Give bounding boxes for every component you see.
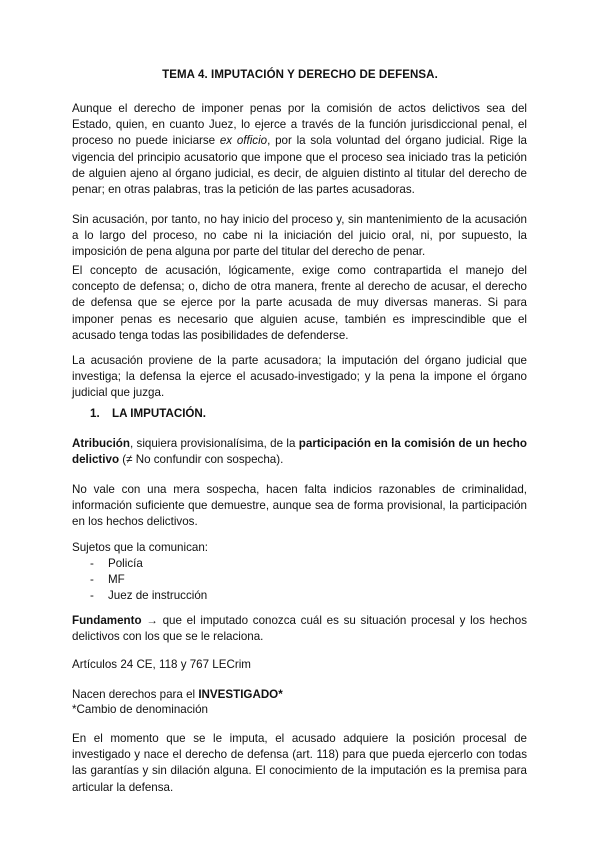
paragraph-intro-2: Sin acusación, por tanto, no hay inicio del proceso y, sin mantenimiento de la acusación a lo largo del proceso, no cabe ni la iniciación del juicio oral, ni, por supuesto, la imposición de pena alguna por parte del titular del derecho de penar. (72, 213, 527, 259)
atribucion-text-1: , siquiera provisionalísima, de la (129, 437, 299, 450)
fundamento-term: Fundamento (72, 614, 142, 627)
section-title: LA IMPUTACIÓN. (112, 407, 207, 420)
sujetos-label: Sujetos que la comunican: (72, 541, 208, 554)
intro-text-1a: Aunque el derecho de imponer penas por la comisión de actos delictivos sea del Estado, quien, en cuanto Juez, lo ejerce a través de la función jurisdiccional penal, el proceso no puede iniciarse (72, 102, 527, 148)
document-title: TEMA 4. IMPUTACIÓN Y DERECHO DE DEFENSA. (162, 69, 438, 81)
paragraph-atribucion (72, 436, 527, 468)
paragraph-nacen-derechos (72, 687, 527, 703)
articulos-reference: Artículos 24 CE, 118 y 767 LECrim (72, 658, 251, 671)
paragraph-fundamento (72, 613, 527, 645)
atribucion-text-2: (≠ No confundir con sospecha). (119, 453, 284, 467)
section-number: 1. (90, 407, 100, 420)
section-heading (90, 407, 206, 420)
cambio-note: *Cambio de denominación (72, 703, 208, 716)
paragraph-intro-3: El concepto de acusación, lógicamente, exige como contrapartida el manejo del concepto de defensa; o, dicho de otra manera, frente al derecho de acusar, el derecho de defensa que se ejerce por la parte acusada de muy diversas maneras. Si para imponer penas es necesario que alguien acuse, también es imprescindible que el acusado tenga todas las posibilidades de defenderse. (72, 264, 527, 342)
sujetos-list (90, 556, 207, 604)
paragraph-intro-4: La acusación proviene de la parte acusadora; la imputación del órgano judicial que investiga; la defensa la ejerce el acusado-investigado; y la pena la impone el órgano judicial que juzga. (72, 354, 527, 400)
paragraph-final: En el momento que se le imputa, el acusado adquiere la posición procesal de investigado y nace el derecho de defensa (art. 118) para que pueda ejercerlo con todas las garantías y sin dilación alguna. El conocimiento de la imputación es la premisa para articular la defensa. (72, 732, 527, 794)
paragraph-intro-1 (72, 101, 527, 198)
investigado-term: INVESTIGADO* (198, 688, 283, 701)
fundamento-text: → que el imputado conozca cuál es su situación procesal y los hechos delictivos con los que se le relaciona. (72, 614, 527, 644)
intro-text-1b: , por la sola voluntad del órgano judicial. Rige la vigencia del principio acusatorio que impone que el proceso sea iniciado tras la petición de alguien ajeno al órgano judicial, es decir, de alguien distinto al titular del derecho de penar; en otras palabras, tras la petición de las partes acusadoras. (72, 134, 527, 197)
atribucion-key-phrase: participación en la comisión de un hecho delictivo (72, 437, 527, 467)
paragraph-sospecha: No vale con una mera sospecha, hacen falta indicios razonables de criminalidad, información suficiente que demuestre, aunque sea de forma provisional, la participación en los hechos delictivos. (72, 483, 527, 529)
list-item: - MF (90, 573, 125, 586)
list-item: - Juez de instrucción (90, 589, 208, 602)
nacen-text: Nacen derechos para el (72, 688, 199, 701)
atribucion-term: Atribución (72, 437, 130, 450)
list-item: - Policía (90, 557, 143, 570)
intro-italic-term: ex officio (219, 134, 268, 148)
